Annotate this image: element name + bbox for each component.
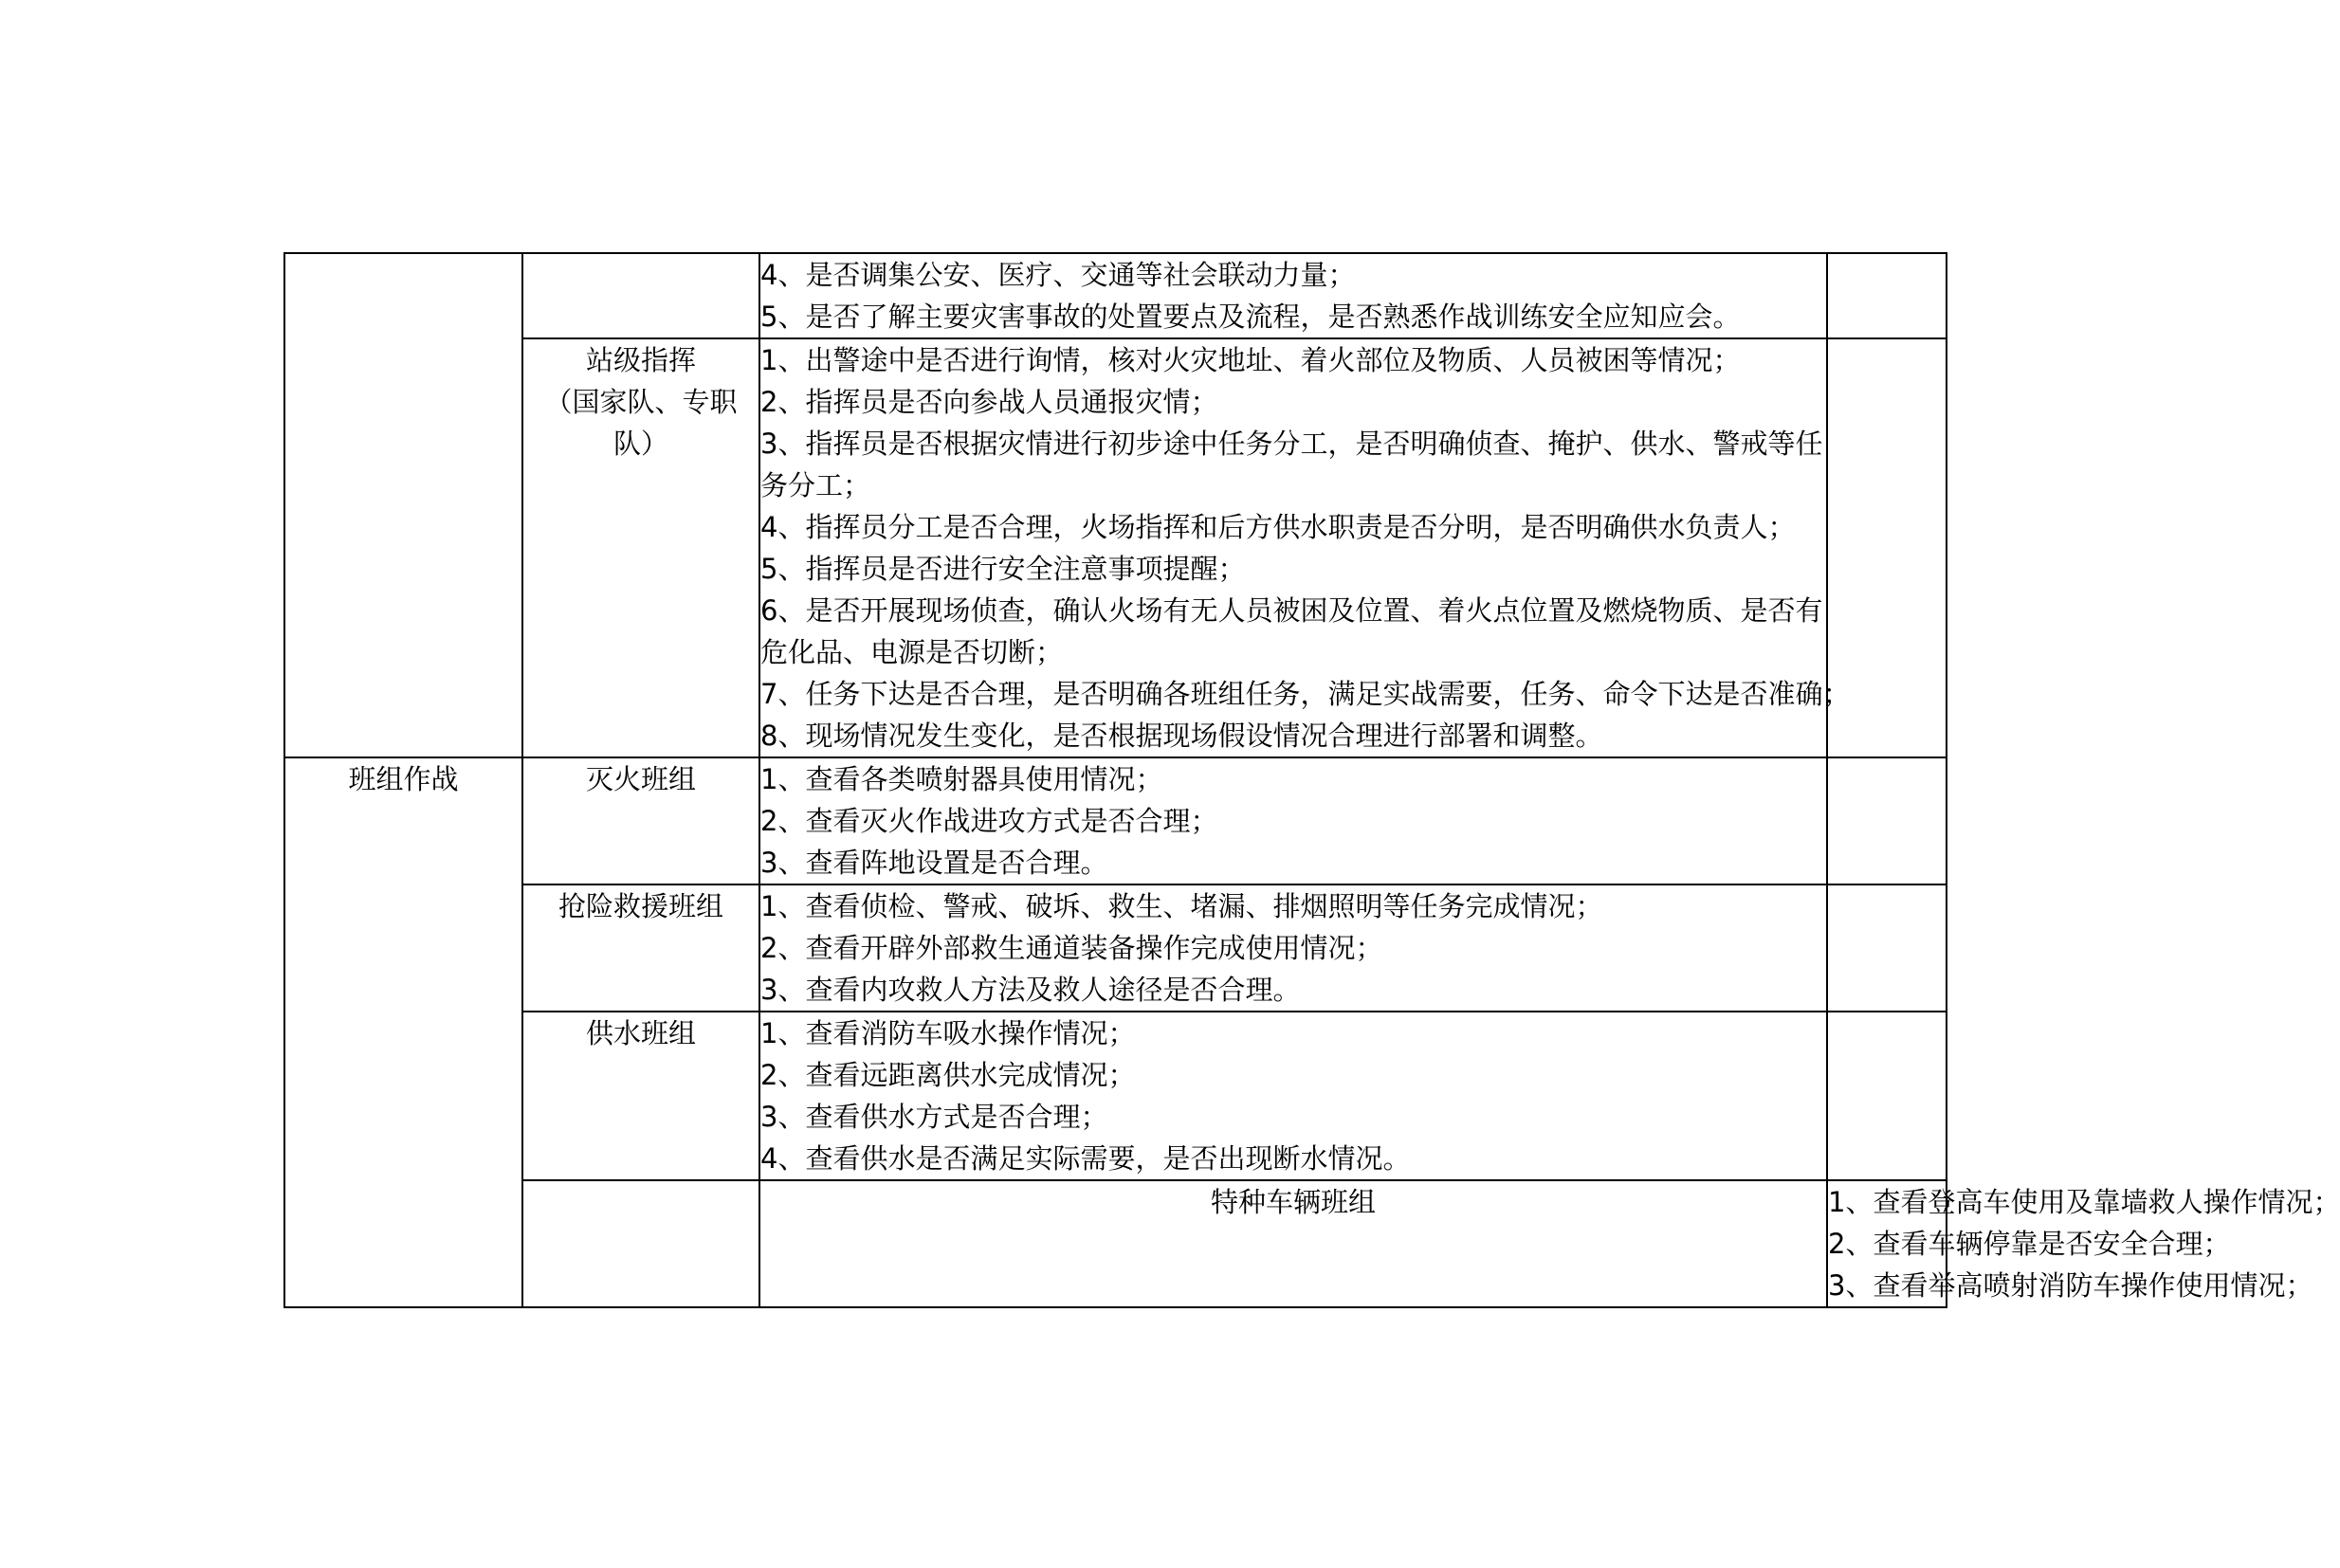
subject-cell bbox=[522, 884, 759, 1012]
list-item: 4、指挥员分工是否合理，火场指挥和后方供水职责是否分明，是否明确供水负责人； bbox=[760, 511, 1796, 543]
list-item: 2、查看灭火作战进攻方式是否合理； bbox=[760, 805, 1218, 837]
category-cell: 班组作战 bbox=[284, 757, 522, 1307]
list-item: 3、查看举高喷射消防车操作使用情况； bbox=[1828, 1269, 2313, 1302]
category-cell bbox=[284, 253, 522, 757]
list-item: 3、查看内攻救人方法及救人途径是否合理。 bbox=[760, 974, 1301, 1006]
items-cell bbox=[759, 338, 1851, 757]
subject-cell bbox=[522, 1012, 759, 1180]
table-row bbox=[284, 1180, 1947, 1307]
list-item: 3、查看供水方式是否合理； bbox=[760, 1101, 1108, 1133]
list-item: 2、查看车辆停靠是否安全合理； bbox=[1828, 1228, 2231, 1260]
items-cell bbox=[759, 884, 1827, 1012]
subject-label: 供水班组 bbox=[585, 1017, 696, 1049]
remark-cell bbox=[1827, 757, 1947, 884]
subject-cell bbox=[522, 338, 759, 757]
table-row bbox=[284, 884, 1947, 1012]
list-item: 5、是否了解主要灾害事故的处置要点及流程，是否熟悉作战训练安全应知应会。 bbox=[760, 301, 1741, 333]
list-item: 7、任务下达是否合理，是否明确各班组任务，满足实战需要，任务、命令下达是否准确； bbox=[760, 678, 1851, 710]
subject-cell bbox=[522, 253, 759, 338]
subject-label: 抢险救援班组 bbox=[558, 890, 723, 922]
items-cell bbox=[759, 1012, 1827, 1180]
list-item: 1、查看侦检、警戒、破坼、救生、堵漏、排烟照明等任务完成情况； bbox=[760, 890, 1603, 922]
subject-label: 灭火班组 bbox=[585, 763, 696, 795]
remark-cell bbox=[1827, 884, 1947, 1012]
table-row bbox=[284, 1012, 1947, 1180]
list-item: 1、出警途中是否进行询情，核对火灾地址、着火部位及物质、人员被困等情况； bbox=[760, 344, 1741, 376]
table-row bbox=[284, 338, 1947, 757]
list-item: 1、查看登高车使用及靠墙救人操作情况； bbox=[1828, 1186, 2340, 1218]
remark-cell bbox=[1827, 1012, 1947, 1180]
list-item: 2、查看远距离供水完成情况； bbox=[760, 1059, 1136, 1091]
list-item: 4、查看供水是否满足实际需要，是否出现断水情况。 bbox=[760, 1142, 1411, 1175]
table-row bbox=[284, 253, 1947, 338]
table-row bbox=[284, 757, 1947, 884]
list-item: 4、是否调集公安、医疗、交通等社会联动力量； bbox=[760, 259, 1356, 291]
subject-cell bbox=[759, 1180, 1827, 1307]
subject-label: 队） bbox=[612, 428, 668, 460]
subject-label: 特种车辆班组 bbox=[1210, 1186, 1376, 1218]
inspection-table bbox=[283, 252, 2340, 1308]
subject-cell bbox=[522, 757, 759, 884]
subject-label: 站级指挥 bbox=[585, 344, 696, 376]
list-item: 6、是否开展现场侦查，确认火场有无人员被困及位置、着火点位置及燃烧物质、是否有危化品、电源是否切断； bbox=[760, 594, 1823, 668]
list-item: 1、查看消防车吸水操作情况； bbox=[760, 1017, 1136, 1049]
list-item: 2、查看开辟外部救生通道装备操作完成使用情况； bbox=[760, 932, 1383, 964]
list-item: 3、查看阵地设置是否合理。 bbox=[760, 847, 1108, 879]
items-cell bbox=[759, 253, 1827, 338]
category-cell bbox=[522, 1180, 759, 1307]
items-cell bbox=[1827, 1180, 2340, 1307]
items-cell bbox=[759, 757, 1827, 884]
remark-cell bbox=[1827, 253, 1947, 338]
list-item: 5、指挥员是否进行安全注意事项提醒； bbox=[760, 553, 1246, 585]
list-item: 2、指挥员是否向参战人员通报灾情； bbox=[760, 386, 1218, 418]
list-item: 8、现场情况发生变化，是否根据现场假设情况合理进行部署和调整。 bbox=[760, 720, 1603, 752]
list-item: 1、查看各类喷射器具使用情况； bbox=[760, 763, 1163, 795]
list-item: 3、指挥员是否根据灾情进行初步途中任务分工，是否明确侦查、掩护、供水、警戒等任务分工； bbox=[760, 428, 1823, 501]
subject-label: （国家队、专职 bbox=[544, 386, 738, 418]
